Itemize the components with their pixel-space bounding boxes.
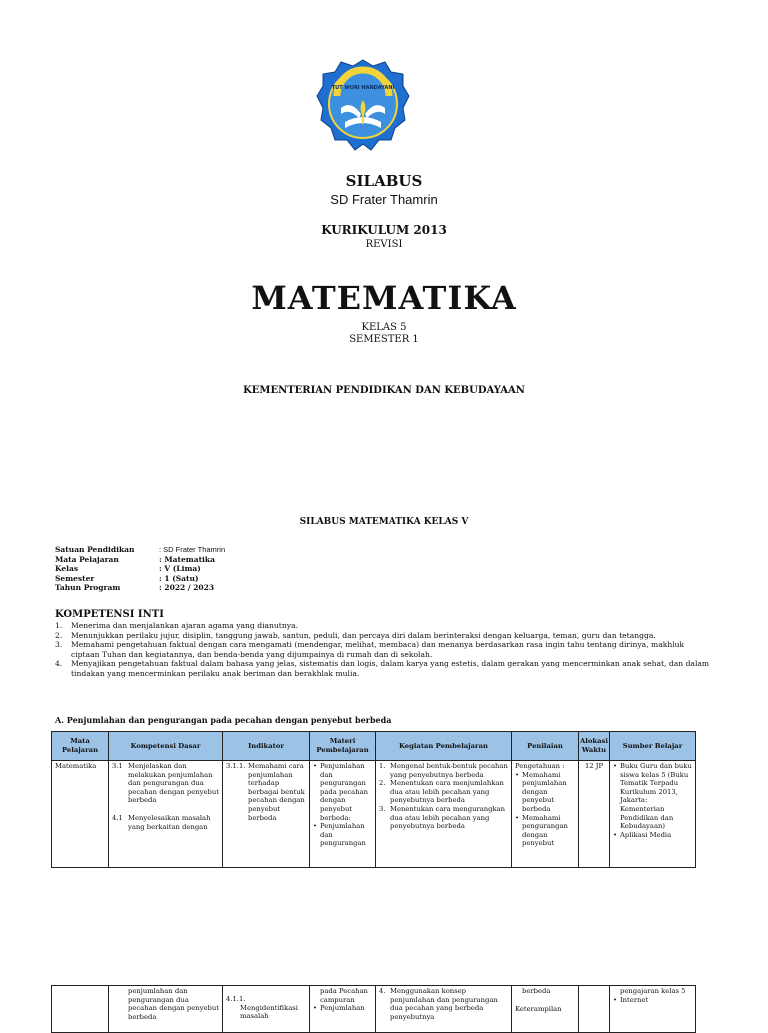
item-text: Menggunakan konsep penjumlahan dan pengurangan dua pecahan yang berbeda penyebutnya xyxy=(390,987,498,1021)
cell-indicator xyxy=(223,761,310,868)
item-text: pengajaran kelas 5 xyxy=(620,987,686,995)
material-item: • Penjumlahan xyxy=(313,1004,365,1013)
table-header-row xyxy=(52,732,696,761)
item-text: Memahami penjumlahan dengan penyebut berbeda xyxy=(522,770,567,813)
info-value: : SD Frater Thamrin xyxy=(159,545,226,554)
item-number: 3.1.1. xyxy=(226,762,246,770)
cell-subject xyxy=(52,986,109,1033)
cover-title: SILABUS xyxy=(345,172,423,190)
revision: REVISI xyxy=(365,239,403,250)
header-cell: Mata Pelajaran xyxy=(52,732,109,761)
item-text: Penjumlahan dan pengurangan xyxy=(320,822,366,848)
item-number: 3.1 xyxy=(112,762,123,770)
item-text: Internet xyxy=(620,995,649,1004)
info-block xyxy=(55,545,225,593)
item-text: Penjumlahan xyxy=(320,1004,365,1013)
header-cell: Penilaian xyxy=(512,732,579,761)
info-label: Satuan Pendidikan xyxy=(55,545,135,554)
competence-item xyxy=(112,762,219,805)
ministry: KEMENTERIAN PENDIDIKAN DAN KEBUDAYAAN xyxy=(243,385,525,396)
cell-indicator xyxy=(223,986,310,1033)
header-cell: Sumber Belajar xyxy=(610,732,696,761)
item-number: 1. xyxy=(379,762,386,770)
item-text: Buku Guru dan buku siswa kelas 5 (Buku Tematik Terpadu Kurikulum 2013, Jakarta: Kementerian Pendidikan dan Kebudayaan) xyxy=(620,762,692,831)
cell-competence xyxy=(109,986,223,1033)
info-row xyxy=(55,564,225,574)
item-text: Menyajikan pengetahuan faktual dalam bahasa yang jelas, sistematis dan logis, dalam karya yang estetis, dalam gerakan yang mencerminkan anak sehat, dan dalam tindakan yang mencerminkan perilaku anak beriman dan berakhlak mulia. xyxy=(71,659,710,678)
info-row xyxy=(55,545,225,555)
cell-source xyxy=(610,986,696,1033)
cell-time xyxy=(579,761,610,868)
item-number: 4.1.1. xyxy=(226,995,246,1003)
subject-title: MATEMATIKA xyxy=(251,279,517,317)
list-item xyxy=(55,621,715,631)
cell-material xyxy=(310,986,376,1033)
info-label: Kelas xyxy=(55,564,79,573)
item-text: Memahami cara penjumlahan terhadap berbagai bentuk pecahan dengan penyebut berbeda xyxy=(248,762,305,822)
material-item: • Penjumlahan dan pengurangan xyxy=(313,822,372,848)
cell-text: penjumlahan dan pengurangan dua pecahan dengan penyebut berbeda xyxy=(128,987,219,1021)
section-heading: A. Penjumlahan dan pengurangan pada pecahan dengan penyebut berbeda xyxy=(55,715,392,725)
info-value: : Matematika xyxy=(159,554,215,564)
source-item: • Internet xyxy=(613,995,649,1004)
assessment-heading: Pengetahuan : xyxy=(515,762,565,770)
semester: SEMESTER 1 xyxy=(349,334,419,345)
item-text: Menentukan cara mengurangkan dua atau lebih pecahan yang penyebutnya berbeda xyxy=(390,804,506,831)
core-competence-title: KOMPETENSI INTI xyxy=(55,609,164,620)
school-name: SD Frater Thamrin xyxy=(330,192,438,207)
cell-subject xyxy=(52,761,109,868)
activity-item xyxy=(379,805,508,831)
item-number: 3. xyxy=(379,804,386,813)
info-value: : 1 (Satu) xyxy=(159,573,199,583)
syllabus-table-continued xyxy=(51,985,696,1033)
tut-wuri-handayani-logo xyxy=(315,56,411,156)
header-cell: Kompetensi Dasar xyxy=(109,732,223,761)
cell-text: Matematika xyxy=(55,762,97,770)
curriculum: KURIKULUM 2013 xyxy=(321,223,447,237)
item-text: Menyelesaikan masalah yang berkaitan dengan xyxy=(128,813,211,831)
cell-text: 12 JP xyxy=(584,762,604,770)
core-competence-list xyxy=(55,621,715,679)
activity-item xyxy=(379,987,508,1021)
info-label: Tahun Program xyxy=(55,583,121,592)
item-text: Penjumlahan dan pengurangan pada pecahan dengan penyebut berbeda: xyxy=(320,762,369,822)
item-number: 2. xyxy=(379,779,386,788)
item-number: 4.1 xyxy=(112,813,123,822)
list-item xyxy=(55,659,715,678)
cell-activity xyxy=(376,986,512,1033)
cell-activity xyxy=(376,761,512,868)
item-text: pada Pecahan campuran xyxy=(320,987,368,1004)
assessment-item: • Memahami penjumlahan dengan penyebut berbeda xyxy=(515,771,575,814)
document-title: SILABUS MATEMATIKA KELAS V xyxy=(299,517,469,527)
item-text: Mengenal bentuk-bentuk pecahan yang penyebutnya berbeda xyxy=(390,762,508,779)
competence-item xyxy=(112,814,219,831)
assessment-item: • Memahami pengurangan dengan penyebut xyxy=(515,814,575,848)
table-row xyxy=(52,986,696,1033)
activity-item xyxy=(379,762,508,779)
material-item: • Penjumlahan dan pengurangan pada pecahan dengan penyebut berbeda: xyxy=(313,762,372,822)
item-number: 2. xyxy=(55,630,63,640)
cell-material xyxy=(310,761,376,868)
list-item xyxy=(55,640,715,659)
source-item: • Aplikasi Media xyxy=(613,830,672,839)
info-value: : 2022 / 2023 xyxy=(159,583,215,592)
item-text: Memahami pengurangan dengan penyebut xyxy=(522,813,568,848)
header-cell: Materi Pembelajaran xyxy=(310,732,376,761)
table-row xyxy=(52,761,696,868)
cell-assessment xyxy=(512,761,579,868)
item-text: Mengidentifikasi masalah xyxy=(240,1003,298,1021)
item-number: 4. xyxy=(379,987,386,995)
info-row xyxy=(55,574,225,584)
item-text: berbeda xyxy=(522,987,551,995)
cell-assessment xyxy=(512,986,579,1033)
logo-motto: TUT WURI HANDAYANI xyxy=(331,85,395,91)
item-number: 4. xyxy=(55,659,63,669)
cell-competence xyxy=(109,761,223,868)
info-value: : V (Lima) xyxy=(159,564,201,573)
indicator-item xyxy=(226,762,306,822)
item-text: Aplikasi Media xyxy=(620,830,672,839)
info-label: Mata Pelajaran xyxy=(55,554,119,564)
header-cell: Indikator xyxy=(223,732,310,761)
list-item xyxy=(55,631,715,641)
header-cell: Alokasi Waktu xyxy=(579,732,610,761)
activity-item xyxy=(379,779,508,805)
info-row xyxy=(55,555,225,565)
info-row xyxy=(55,583,225,593)
item-text: Menunjukkan perilaku jujur, disiplin, tanggung jawab, santun, peduli, dan percaya diri dalam berinteraksi dengan keluarga, teman, guru dan tetangga. xyxy=(71,630,656,640)
item-text: Keterampilan xyxy=(515,1004,562,1013)
item-text: Menerima dan menjalankan ajaran agama yang dianutnya. xyxy=(71,621,298,630)
grade: KELAS 5 xyxy=(361,322,407,333)
info-label: Semester xyxy=(55,573,95,583)
item-number: 1. xyxy=(55,621,63,630)
cell-source xyxy=(610,761,696,868)
header-cell: Kegiatan Pembelajaran xyxy=(376,732,512,761)
cell-time xyxy=(579,986,610,1033)
item-text: Menentukan cara menjumlahkan dua atau lebih pecahan yang penyebutnya berbeda xyxy=(390,779,504,805)
source-item: • Buku Guru dan buku siswa kelas 5 (Buku Tematik Terpadu Kurikulum 2013, Jakarta: Kementerian Pendidikan dan Kebudayaan) xyxy=(613,762,692,831)
syllabus-table xyxy=(51,731,696,868)
item-number: 3. xyxy=(55,640,63,650)
item-text: Menjelaskan dan melakukan penjumlahan dan pengurangan dua pecahan dengan penyebut berbeda xyxy=(128,762,219,805)
item-text: Memahami pengetahuan faktual dengan cara mengamati (mendengar, melihat, membaca) dan menanya berdasarkan rasa ingin tahu tentang dirinya, makhluk ciptaan Tuhan dan kegiatannya, dan benda-benda yang dijumpainya di rumah dan di sekolah. xyxy=(71,640,685,659)
